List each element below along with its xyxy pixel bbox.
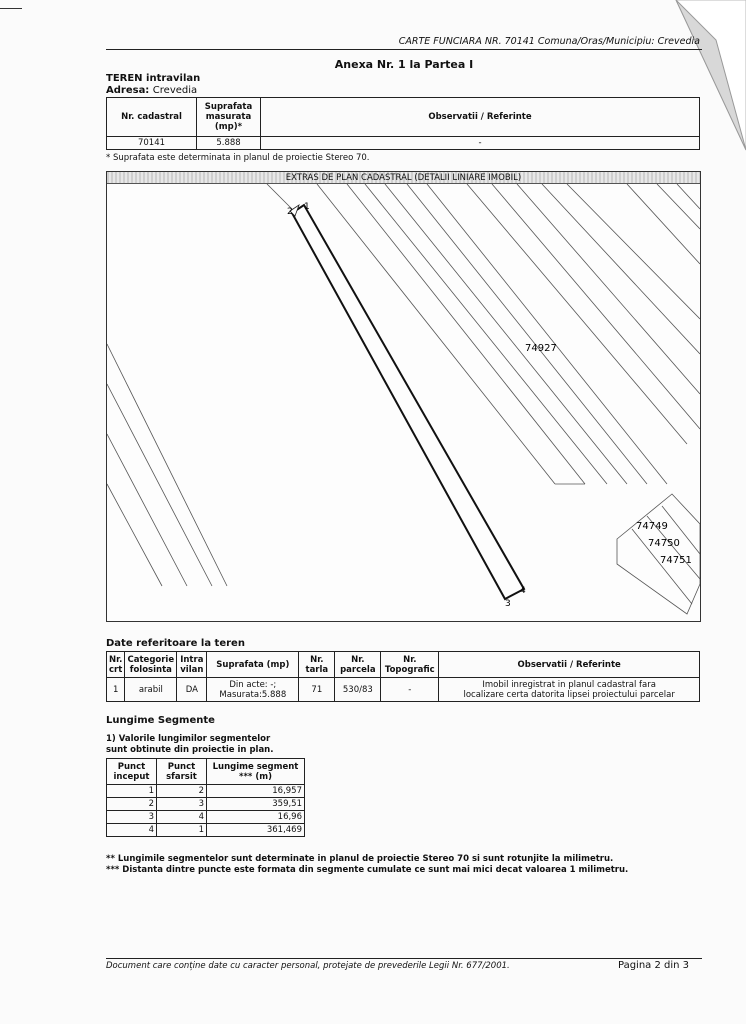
- col-nr-crt: Nr. crt: [107, 652, 125, 678]
- cell-length: 359,51: [207, 798, 305, 811]
- teren-footnote: * Suprafata este determinata in planul de proiectie Stereo 70.: [106, 153, 370, 163]
- neighbor-parcel-lines: [107, 184, 700, 614]
- cell-end: 1: [157, 824, 207, 837]
- address-label: Adresa:: [106, 85, 150, 96]
- cell-intravilan: DA: [177, 678, 207, 702]
- cell-tarla: 71: [299, 678, 335, 702]
- cell-observatii: -: [261, 137, 700, 150]
- address-value: Crevedia: [152, 85, 198, 96]
- col-tarla: Nr. tarla: [299, 652, 335, 678]
- note-distance: *** Distanta dintre puncte este formata din segmente cumulate ce sunt mai mici decat valoarea 1 milimetru.: [106, 865, 629, 875]
- parcel-label-74927: 74927: [525, 343, 557, 354]
- page-title: Anexa Nr. 1 la Partea I: [334, 58, 474, 71]
- note-rounding: ** Lungimile segmentelor sunt determinate in planul de proiectie Stereo 70 si sunt rotunjite la milimetru.: [106, 854, 614, 864]
- table-row: [107, 785, 305, 798]
- col-intravilan: Intra vilan: [177, 652, 207, 678]
- cell-end: 3: [157, 798, 207, 811]
- suprafata-acte: Din acte: -;: [229, 679, 277, 690]
- cell-categorie: arabil: [125, 678, 177, 702]
- address-row: [106, 85, 197, 96]
- segments-subtitle-2: sunt obtinute din proiectie in plan.: [106, 745, 274, 755]
- col-nr-cadastral: Nr. cadastral: [107, 98, 197, 137]
- cell-length: 16,957: [207, 785, 305, 798]
- cell-end: 2: [157, 785, 207, 798]
- suprafata-masurata: Masurata:5.888: [219, 689, 287, 700]
- col-observatii-ref: Observatii / Referinte: [439, 652, 700, 678]
- cell-length: 361,469: [207, 824, 305, 837]
- col-lungime: Lungime segment *** (m): [207, 759, 305, 785]
- date-ref-heading: Date referitoare la teren: [106, 638, 245, 649]
- point-label-3: 3: [505, 599, 511, 609]
- table-row: [107, 137, 700, 150]
- col-topografic: Nr. Topografic: [381, 652, 439, 678]
- segments-subtitle-1: 1) Valorile lungimilor segmentelor: [106, 734, 271, 744]
- col-categorie: Categorie folosinta: [125, 652, 177, 678]
- cell-start: 4: [107, 824, 157, 837]
- col-suprafata: Suprafata masurata (mp)*: [197, 98, 261, 137]
- footer-privacy-notice: Document care conține date cu caracter personal, protejate de prevederile Legii Nr. 677/2001.: [106, 961, 510, 971]
- cell-start: 2: [107, 798, 157, 811]
- obs-line-1: Imobil inregistrat in planul cadastral fara: [482, 679, 656, 690]
- cell-nr: 1: [107, 678, 125, 702]
- plan-drawing: [107, 184, 700, 621]
- date-ref-table: [106, 651, 700, 702]
- segments-heading: Lungime Segmente: [106, 715, 215, 726]
- cell-start: 1: [107, 785, 157, 798]
- cell-nr-cadastral: 70141: [107, 137, 197, 150]
- cell-length: 16,96: [207, 811, 305, 824]
- teren-table: [106, 97, 700, 150]
- point-label-4: 4: [520, 586, 526, 596]
- col-punct-sfarsit: Punct sfarsit: [157, 759, 207, 785]
- cell-topografic: -: [381, 678, 439, 702]
- col-punct-inceput: Punct inceput: [107, 759, 157, 785]
- table-row: [107, 811, 305, 824]
- cell-parcela: 530/83: [335, 678, 381, 702]
- footer-divider: [106, 958, 702, 959]
- cell-suprafata: 5.888: [197, 137, 261, 150]
- cadastral-plan-extract: [106, 171, 701, 622]
- cell-start: 3: [107, 811, 157, 824]
- col-observatii: Observatii / Referinte: [261, 98, 700, 137]
- parcel-70141-outline: [292, 205, 524, 599]
- scan-mark: [0, 8, 22, 9]
- cell-suprafata-detail: [207, 678, 299, 702]
- parcel-label-74749: 74749: [636, 521, 668, 532]
- document-header: CARTE FUNCIARA NR. 70141 Comuna/Oras/Municipiu: Crevedia: [106, 36, 702, 50]
- segments-table: [106, 758, 305, 837]
- plan-title: EXTRAS DE PLAN CADASTRAL (DETALII LINIARE IMOBIL): [107, 172, 700, 184]
- point-label-2: 2: [287, 207, 293, 217]
- table-row: [107, 824, 305, 837]
- table-row: [107, 798, 305, 811]
- table-row: [107, 678, 700, 702]
- obs-line-2: localizare certa datorita lipsei proiectului parcelar: [463, 689, 675, 700]
- cell-observatii-detail: [439, 678, 700, 702]
- parcel-label-74751: 74751: [660, 555, 692, 566]
- teren-heading: TEREN intravilan: [106, 73, 201, 84]
- parcel-label-74750: 74750: [648, 538, 680, 549]
- point-label-1: 1: [304, 202, 310, 212]
- col-parcela: Nr. parcela: [335, 652, 381, 678]
- page-number: Pagina 2 din 3: [618, 960, 690, 971]
- col-suprafata-mp: Suprafata (mp): [207, 652, 299, 678]
- cell-end: 4: [157, 811, 207, 824]
